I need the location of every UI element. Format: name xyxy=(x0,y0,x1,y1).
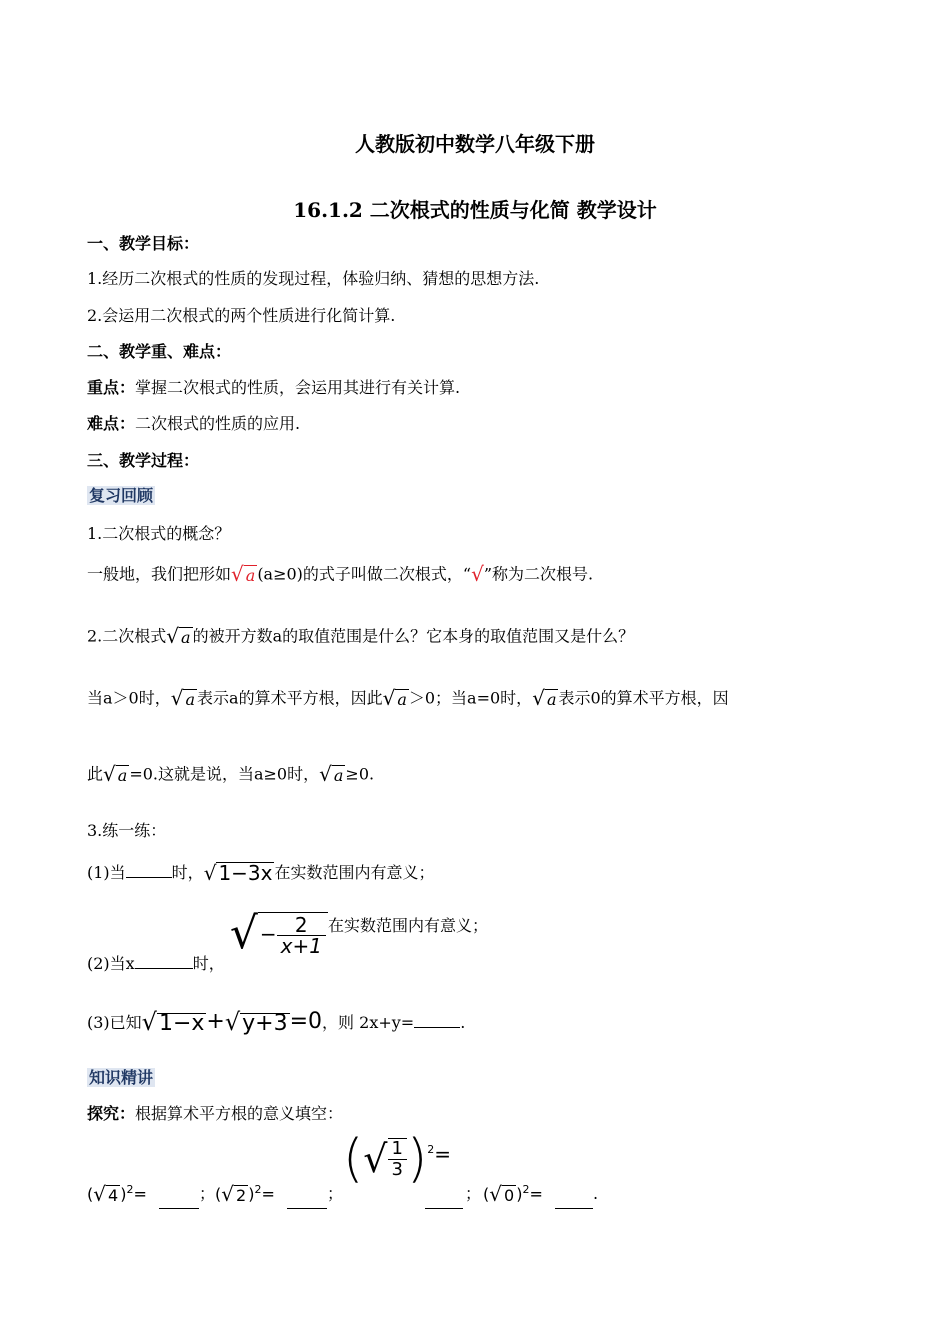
definition-line xyxy=(87,564,593,586)
radical-a: √ a xyxy=(166,624,191,648)
key-point xyxy=(87,378,460,398)
explore-text: 根据算术平方根的意义填空： xyxy=(135,1104,344,1123)
hard-point xyxy=(87,414,300,434)
answer-blank[interactable] xyxy=(555,1194,593,1209)
document-page: 人教版初中数学八年级下册 16.1.2 二次根式的性质与化简 教学设计 一、教学目标： 1.经历二次根式的性质的发现过程，体验归纳、猜想的思想方法. 2.会运用二次根式的两个性质进行化简计算. 二、教学重、难点： 重点：掌握二次根式的性质，会运用其进行有关计算. 难点：二次根式的性质的应用. 三、教学过程： 复习回顾 1.二次根式的概念？ 一般地，我们把形如√ a (a≥0)的式子叫做二次根式，“√”称为二次根号. 2.二次根式√ a 的被开方数a的取值范围是什么？它本身的取值范围又是什么？ 当a＞0时，√ a 表示a的算术平方根，因此√ a ＞0；当a=0时，√ a 表示0的算术平方根，因 此√ a =0.这就是说，当a≥0时，√ a ≥0. 3.练一练： (1)当 时，√ 1−3x 在实数范围内有意义； (2)当x 时， √ − $\frac{2}{x+1}$ 在实数范围内有意义； (3)已知√1−x+√y+3=0，则 2x+y= . 知识精讲 探究：根据算术平方根的意义填空： (√ 4 )$^2$= ； (√ 2 )$^2$= ； (√ $\frac{1}{3}$ )$^2$= ； (√ 0 )$^2$= . xyxy=(0,0,950,1344)
explore-label: 探究： xyxy=(87,1104,136,1123)
key-point-text: 掌握二次根式的性质，会运用其进行有关计算. xyxy=(135,378,461,397)
expr-sqrt4-squared: (√ 4 )$^2$= xyxy=(87,1181,147,1206)
radical-1-minus-3x: √ 1−3x xyxy=(203,861,273,885)
radical-a: √ a xyxy=(103,762,128,786)
answer-blank[interactable] xyxy=(287,1194,327,1209)
exercise-3: (3)已知√1−x+√y+3=0，则 2x+y= . xyxy=(87,1008,466,1036)
explain-line-1: 当a＞0时，√ a 表示a的算术平方根，因此√ a ＞0；当a=0时，√ a 表示0的算术平方根，因 xyxy=(87,686,729,710)
answer-blank[interactable] xyxy=(414,1013,460,1028)
q2-text-b: 的被开方数a的取值范围是什么？它本身的取值范围又是什么？ xyxy=(192,626,635,646)
hard-point-text: 二次根式的性质的应用. xyxy=(135,414,301,433)
exercise-2: (2)当x 时， √ − $\frac{2}{x+1}$ 在实数范围内有意义； xyxy=(87,908,488,973)
expr-sqrt0-squared: (√ 0 )$^2$= xyxy=(483,1181,543,1206)
review-section-label: 复习回顾 xyxy=(89,486,154,505)
explain-line-2: 此√ a =0.这就是说，当a≥0时，√ a ≥0. xyxy=(87,762,375,786)
radical-neg-fraction: √ − $\frac{2}{x+1}$ xyxy=(230,912,328,956)
radical-a: √ a xyxy=(382,686,407,710)
radical-y-plus-3: √y+3 xyxy=(224,1008,288,1036)
answer-blank[interactable] xyxy=(159,1194,199,1209)
process-heading: 三、教学过程： xyxy=(87,451,200,470)
document-subtitle: 16.1.2 二次根式的性质与化简 教学设计 xyxy=(293,198,657,222)
q2-text-a: 2.二次根式 xyxy=(87,626,167,646)
expr-sqrt-one-third-squared: (√ $\frac{1}{3}$ )$^2$= xyxy=(343,1129,452,1189)
explore-line xyxy=(87,1104,343,1124)
expr-sqrt2-squared: (√ 2 )$^2$= xyxy=(215,1181,275,1206)
keypoints-heading: 二、教学重、难点： xyxy=(87,342,232,361)
goal-item-2: 2.会运用二次根式的两个性质进行化简计算. xyxy=(87,306,396,325)
goal-item-1: 1.经历二次根式的性质的发现过程，体验归纳、猜想的思想方法. xyxy=(87,269,540,288)
document-title: 人教版初中数学八年级下册 xyxy=(355,132,595,156)
definition-text-a: 一般地，我们把形如 xyxy=(87,564,232,584)
radical-a: √ a xyxy=(170,686,196,710)
review-section-heading xyxy=(87,486,155,506)
review-q2 xyxy=(87,626,634,648)
knowledge-section-label: 知识精讲 xyxy=(89,1068,154,1087)
knowledge-section-heading xyxy=(87,1068,155,1088)
radical-a: √ a xyxy=(532,686,557,710)
answer-blank[interactable] xyxy=(425,1194,463,1209)
key-point-label: 重点： xyxy=(87,378,136,397)
hard-point-label: 难点： xyxy=(87,414,136,433)
definition-text-b: (a≥0)的式子叫做二次根式，“ xyxy=(257,564,472,584)
goals-heading: 一、教学目标： xyxy=(87,234,200,253)
review-q1: 1.二次根式的概念？ xyxy=(87,524,231,543)
radical-a: √ a xyxy=(319,762,344,786)
practice-heading: 3.练一练： xyxy=(87,821,167,840)
radical-a-red: √ a xyxy=(231,562,256,586)
radical-1-minus-x: √1−x xyxy=(141,1008,205,1036)
radical-sign-red: √ xyxy=(471,562,484,586)
answer-blank[interactable] xyxy=(135,954,193,969)
definition-text-c: ”称为二次根号. xyxy=(483,564,594,584)
exercise-1: (1)当 时，√ 1−3x 在实数范围内有意义； xyxy=(87,861,435,885)
answer-blank[interactable] xyxy=(126,863,172,878)
